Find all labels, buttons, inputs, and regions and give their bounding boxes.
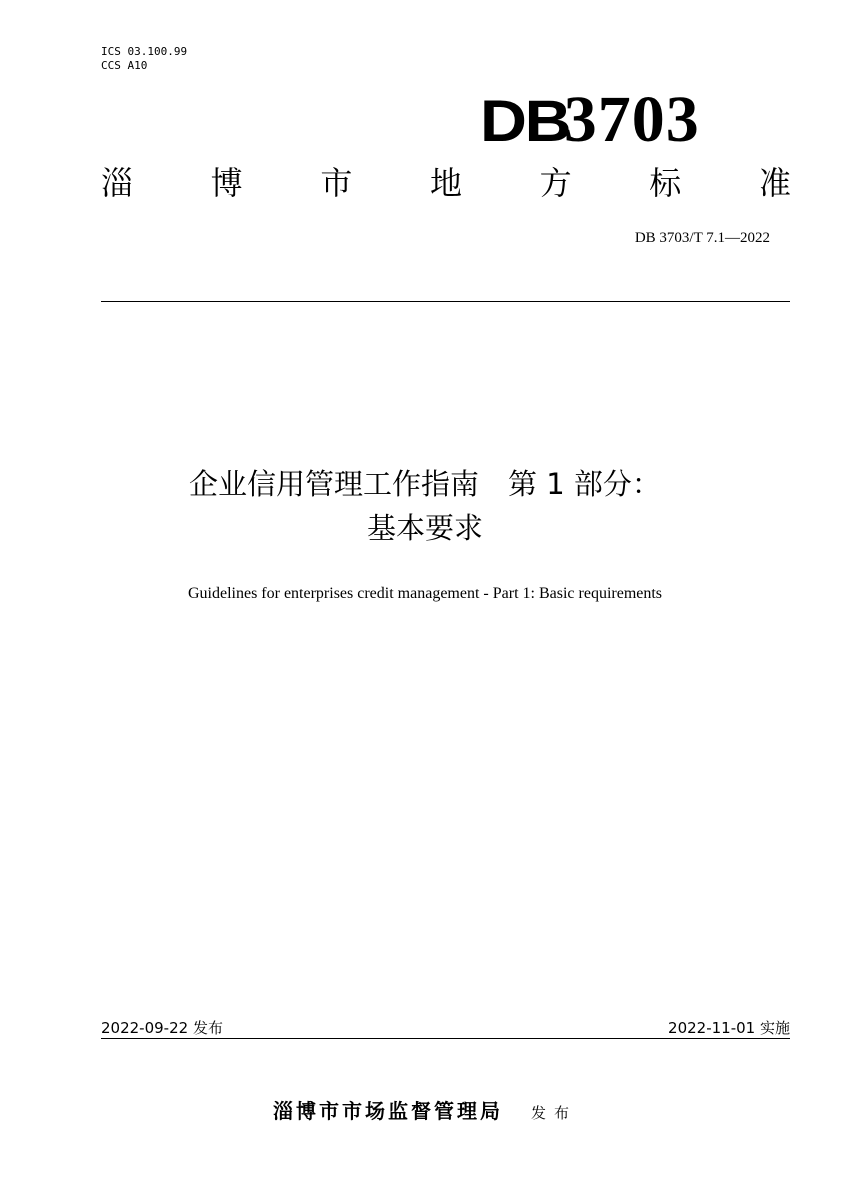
publisher-action: 发布: [530, 1104, 577, 1122]
db-logo: [480, 80, 760, 160]
logo-db-text: DB: [480, 89, 570, 154]
standard-type-char: 标: [649, 164, 682, 202]
standard-number: DB 3703/T 7.1—2022: [634, 230, 770, 246]
title-line-1: 企业信用管理工作指南 第 1 部分：: [189, 467, 661, 501]
ics-code: ICS 03.100.99: [101, 45, 188, 58]
logo-number: 3703: [563, 83, 700, 156]
standard-type-char: 博: [210, 164, 243, 202]
publisher-org: 淄博市市场监督管理局: [272, 1099, 503, 1123]
standard-type-char: 地: [429, 164, 462, 202]
standard-type-heading: [101, 160, 791, 206]
standard-type-char: 方: [539, 164, 572, 202]
top-divider: [101, 301, 790, 302]
classification-codes: [101, 45, 187, 73]
standard-type-char: 市: [320, 164, 353, 202]
standard-type-char: 淄: [101, 164, 134, 202]
title-line-2: 基本要求: [366, 511, 483, 545]
effective-date: 2022-11-01 实施: [668, 1019, 790, 1037]
english-title: Guidelines for enterprises credit management - Part 1: Basic requirements: [187, 585, 663, 602]
ccs-code: CCS A10: [101, 59, 148, 72]
standard-type-char: 准: [758, 164, 791, 202]
document-title: [60, 462, 790, 550]
issue-date: 2022-09-22 发布: [101, 1019, 223, 1037]
date-row: [101, 1018, 790, 1038]
publisher: [0, 1095, 850, 1124]
bottom-divider: [101, 1038, 790, 1039]
